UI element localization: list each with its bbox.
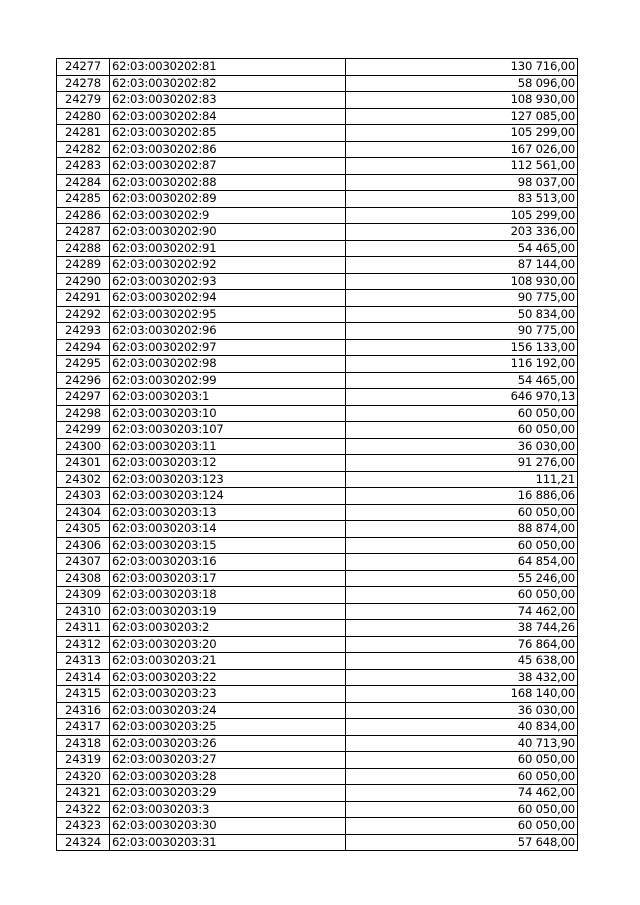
row-number-cell: 24285	[57, 191, 110, 208]
cadastral-value-cell: 130 716,00	[346, 59, 578, 76]
table-row	[57, 273, 578, 290]
table-row	[57, 653, 578, 670]
row-number-cell: 24283	[57, 158, 110, 175]
row-number-cell: 24320	[57, 768, 110, 785]
table-row	[57, 323, 578, 340]
cadastral-value-cell: 90 775,00	[346, 323, 578, 340]
cadastral-value-cell: 60 050,00	[346, 504, 578, 521]
cadastral-value-cell: 54 465,00	[346, 372, 578, 389]
row-number-cell: 24305	[57, 521, 110, 538]
cadastral-value-cell: 98 037,00	[346, 174, 578, 191]
row-number-cell: 24292	[57, 306, 110, 323]
cadastral-number-cell: 62:03:0030202:99	[110, 372, 346, 389]
table-row	[57, 59, 578, 76]
table-row	[57, 735, 578, 752]
row-number-cell: 24297	[57, 389, 110, 406]
cadastral-number-cell: 62:03:0030202:93	[110, 273, 346, 290]
cadastral-number-cell: 62:03:0030203:16	[110, 554, 346, 571]
table-row	[57, 224, 578, 241]
row-number-cell: 24277	[57, 59, 110, 76]
cadastral-value-cell: 38 744,26	[346, 620, 578, 637]
cadastral-number-cell: 62:03:0030202:97	[110, 339, 346, 356]
row-number-cell: 24307	[57, 554, 110, 571]
cadastral-value-cell: 74 462,00	[346, 603, 578, 620]
row-number-cell: 24284	[57, 174, 110, 191]
cadastral-number-cell: 62:03:0030203:2	[110, 620, 346, 637]
cadastral-value-cell: 60 050,00	[346, 752, 578, 769]
row-number-cell: 24288	[57, 240, 110, 257]
cadastral-value-cell: 168 140,00	[346, 686, 578, 703]
row-number-cell: 24299	[57, 422, 110, 439]
cadastral-value-cell: 83 513,00	[346, 191, 578, 208]
row-number-cell: 24278	[57, 75, 110, 92]
cadastral-number-cell: 62:03:0030203:27	[110, 752, 346, 769]
row-number-cell: 24280	[57, 108, 110, 125]
cadastral-number-cell: 62:03:0030203:11	[110, 438, 346, 455]
table-row	[57, 158, 578, 175]
table-row	[57, 719, 578, 736]
cadastral-value-cell: 60 050,00	[346, 587, 578, 604]
cadastral-number-cell: 62:03:0030203:23	[110, 686, 346, 703]
table-row	[57, 257, 578, 274]
row-number-cell: 24323	[57, 818, 110, 835]
row-number-cell: 24318	[57, 735, 110, 752]
row-number-cell: 24309	[57, 587, 110, 604]
row-number-cell: 24304	[57, 504, 110, 521]
row-number-cell: 24295	[57, 356, 110, 373]
table-row	[57, 389, 578, 406]
cadastral-value-cell: 203 336,00	[346, 224, 578, 241]
table-row	[57, 125, 578, 142]
cadastral-number-cell: 62:03:0030202:87	[110, 158, 346, 175]
row-number-cell: 24282	[57, 141, 110, 158]
table-row	[57, 521, 578, 538]
table-row	[57, 488, 578, 505]
table-row	[57, 669, 578, 686]
cadastral-value-cell: 105 299,00	[346, 125, 578, 142]
cadastral-value-cell: 40 834,00	[346, 719, 578, 736]
row-number-cell: 24322	[57, 801, 110, 818]
cadastral-number-cell: 62:03:0030202:88	[110, 174, 346, 191]
table-row	[57, 801, 578, 818]
table-row	[57, 290, 578, 307]
table-row	[57, 174, 578, 191]
cadastral-value-cell: 36 030,00	[346, 438, 578, 455]
row-number-cell: 24313	[57, 653, 110, 670]
cadastral-number-cell: 62:03:0030203:22	[110, 669, 346, 686]
table-row	[57, 504, 578, 521]
cadastral-value-cell: 90 775,00	[346, 290, 578, 307]
row-number-cell: 24286	[57, 207, 110, 224]
table-row	[57, 240, 578, 257]
table-body	[57, 59, 578, 851]
cadastral-number-cell: 62:03:0030202:84	[110, 108, 346, 125]
cadastral-number-cell: 62:03:0030203:1	[110, 389, 346, 406]
row-number-cell: 24279	[57, 92, 110, 109]
row-number-cell: 24294	[57, 339, 110, 356]
cadastral-number-cell: 62:03:0030203:124	[110, 488, 346, 505]
cadastral-number-cell: 62:03:0030203:25	[110, 719, 346, 736]
table-row	[57, 620, 578, 637]
cadastral-number-cell: 62:03:0030203:26	[110, 735, 346, 752]
cadastral-value-cell: 16 886,06	[346, 488, 578, 505]
table-row	[57, 537, 578, 554]
cadastral-value-cell: 105 299,00	[346, 207, 578, 224]
cadastral-number-cell: 62:03:0030203:28	[110, 768, 346, 785]
cadastral-number-cell: 62:03:0030203:17	[110, 570, 346, 587]
cadastral-number-cell: 62:03:0030202:85	[110, 125, 346, 142]
table-row	[57, 339, 578, 356]
cadastral-value-cell: 36 030,00	[346, 702, 578, 719]
table-row	[57, 702, 578, 719]
row-number-cell: 24298	[57, 405, 110, 422]
cadastral-value-cell: 76 864,00	[346, 636, 578, 653]
table-row	[57, 372, 578, 389]
row-number-cell: 24317	[57, 719, 110, 736]
cadastral-number-cell: 62:03:0030203:13	[110, 504, 346, 521]
cadastral-number-cell: 62:03:0030203:21	[110, 653, 346, 670]
table-row	[57, 768, 578, 785]
cadastral-value-cell: 91 276,00	[346, 455, 578, 472]
row-number-cell: 24310	[57, 603, 110, 620]
cadastral-number-cell: 62:03:0030202:9	[110, 207, 346, 224]
cadastral-number-cell: 62:03:0030203:30	[110, 818, 346, 835]
cadastral-value-cell: 38 432,00	[346, 669, 578, 686]
row-number-cell: 24287	[57, 224, 110, 241]
table-row	[57, 834, 578, 851]
row-number-cell: 24281	[57, 125, 110, 142]
table-row	[57, 785, 578, 802]
cadastral-number-cell: 62:03:0030203:24	[110, 702, 346, 719]
row-number-cell: 24302	[57, 471, 110, 488]
cadastral-value-cell: 127 085,00	[346, 108, 578, 125]
table-row	[57, 438, 578, 455]
cadastral-number-cell: 62:03:0030202:83	[110, 92, 346, 109]
cadastral-number-cell: 62:03:0030203:15	[110, 537, 346, 554]
cadastral-value-cell: 54 465,00	[346, 240, 578, 257]
cadastral-number-cell: 62:03:0030202:86	[110, 141, 346, 158]
table-row	[57, 75, 578, 92]
row-number-cell: 24311	[57, 620, 110, 637]
row-number-cell: 24312	[57, 636, 110, 653]
table-row	[57, 752, 578, 769]
row-number-cell: 24315	[57, 686, 110, 703]
table-row	[57, 108, 578, 125]
cadastral-value-cell: 40 713,90	[346, 735, 578, 752]
table-row	[57, 603, 578, 620]
cadastral-number-cell: 62:03:0030202:94	[110, 290, 346, 307]
cadastral-number-cell: 62:03:0030203:20	[110, 636, 346, 653]
table-row	[57, 818, 578, 835]
cadastral-number-cell: 62:03:0030203:3	[110, 801, 346, 818]
cadastral-number-cell: 62:03:0030203:19	[110, 603, 346, 620]
cadastral-number-cell: 62:03:0030202:82	[110, 75, 346, 92]
cadastral-value-cell: 55 246,00	[346, 570, 578, 587]
row-number-cell: 24324	[57, 834, 110, 851]
cadastral-value-cell: 50 834,00	[346, 306, 578, 323]
cadastral-number-cell: 62:03:0030203:123	[110, 471, 346, 488]
cadastral-value-cell: 74 462,00	[346, 785, 578, 802]
cadastral-value-cell: 116 192,00	[346, 356, 578, 373]
row-number-cell: 24306	[57, 537, 110, 554]
table-row	[57, 356, 578, 373]
table-row	[57, 686, 578, 703]
cadastral-value-cell: 156 133,00	[346, 339, 578, 356]
cadastral-value-cell: 45 638,00	[346, 653, 578, 670]
cadastral-number-cell: 62:03:0030202:95	[110, 306, 346, 323]
row-number-cell: 24290	[57, 273, 110, 290]
row-number-cell: 24308	[57, 570, 110, 587]
row-number-cell: 24296	[57, 372, 110, 389]
cadastral-value-cell: 58 096,00	[346, 75, 578, 92]
row-number-cell: 24300	[57, 438, 110, 455]
cadastral-number-cell: 62:03:0030203:12	[110, 455, 346, 472]
cadastral-number-cell: 62:03:0030203:10	[110, 405, 346, 422]
cadastral-value-cell: 60 050,00	[346, 801, 578, 818]
cadastral-number-cell: 62:03:0030202:92	[110, 257, 346, 274]
cadastral-value-table	[56, 58, 578, 851]
cadastral-number-cell: 62:03:0030203:31	[110, 834, 346, 851]
table-row	[57, 587, 578, 604]
cadastral-number-cell: 62:03:0030202:81	[110, 59, 346, 76]
row-number-cell: 24314	[57, 669, 110, 686]
cadastral-number-cell: 62:03:0030202:89	[110, 191, 346, 208]
table-row	[57, 570, 578, 587]
table-row	[57, 306, 578, 323]
row-number-cell: 24303	[57, 488, 110, 505]
table-row	[57, 636, 578, 653]
row-number-cell: 24316	[57, 702, 110, 719]
row-number-cell: 24321	[57, 785, 110, 802]
table-row	[57, 422, 578, 439]
cadastral-value-cell: 60 050,00	[346, 537, 578, 554]
cadastral-value-cell: 108 930,00	[346, 92, 578, 109]
cadastral-number-cell: 62:03:0030203:14	[110, 521, 346, 538]
cadastral-value-cell: 167 026,00	[346, 141, 578, 158]
cadastral-value-cell: 60 050,00	[346, 768, 578, 785]
cadastral-value-cell: 112 561,00	[346, 158, 578, 175]
cadastral-number-cell: 62:03:0030202:90	[110, 224, 346, 241]
cadastral-value-cell: 646 970,13	[346, 389, 578, 406]
cadastral-number-cell: 62:03:0030202:98	[110, 356, 346, 373]
cadastral-value-cell: 60 050,00	[346, 422, 578, 439]
cadastral-value-cell: 57 648,00	[346, 834, 578, 851]
cadastral-number-cell: 62:03:0030202:91	[110, 240, 346, 257]
table-row	[57, 471, 578, 488]
cadastral-number-cell: 62:03:0030203:107	[110, 422, 346, 439]
row-number-cell: 24291	[57, 290, 110, 307]
table-row	[57, 405, 578, 422]
row-number-cell: 24319	[57, 752, 110, 769]
cadastral-number-cell: 62:03:0030203:18	[110, 587, 346, 604]
table-row	[57, 92, 578, 109]
cadastral-number-cell: 62:03:0030203:29	[110, 785, 346, 802]
cadastral-value-cell: 108 930,00	[346, 273, 578, 290]
table-row	[57, 191, 578, 208]
table-row	[57, 141, 578, 158]
row-number-cell: 24301	[57, 455, 110, 472]
cadastral-value-cell: 60 050,00	[346, 405, 578, 422]
table-row	[57, 207, 578, 224]
row-number-cell: 24293	[57, 323, 110, 340]
cadastral-value-cell: 111,21	[346, 471, 578, 488]
cadastral-value-cell: 64 854,00	[346, 554, 578, 571]
table-row	[57, 455, 578, 472]
cadastral-value-cell: 88 874,00	[346, 521, 578, 538]
row-number-cell: 24289	[57, 257, 110, 274]
cadastral-value-cell: 60 050,00	[346, 818, 578, 835]
table-row	[57, 554, 578, 571]
cadastral-number-cell: 62:03:0030202:96	[110, 323, 346, 340]
cadastral-value-cell: 87 144,00	[346, 257, 578, 274]
